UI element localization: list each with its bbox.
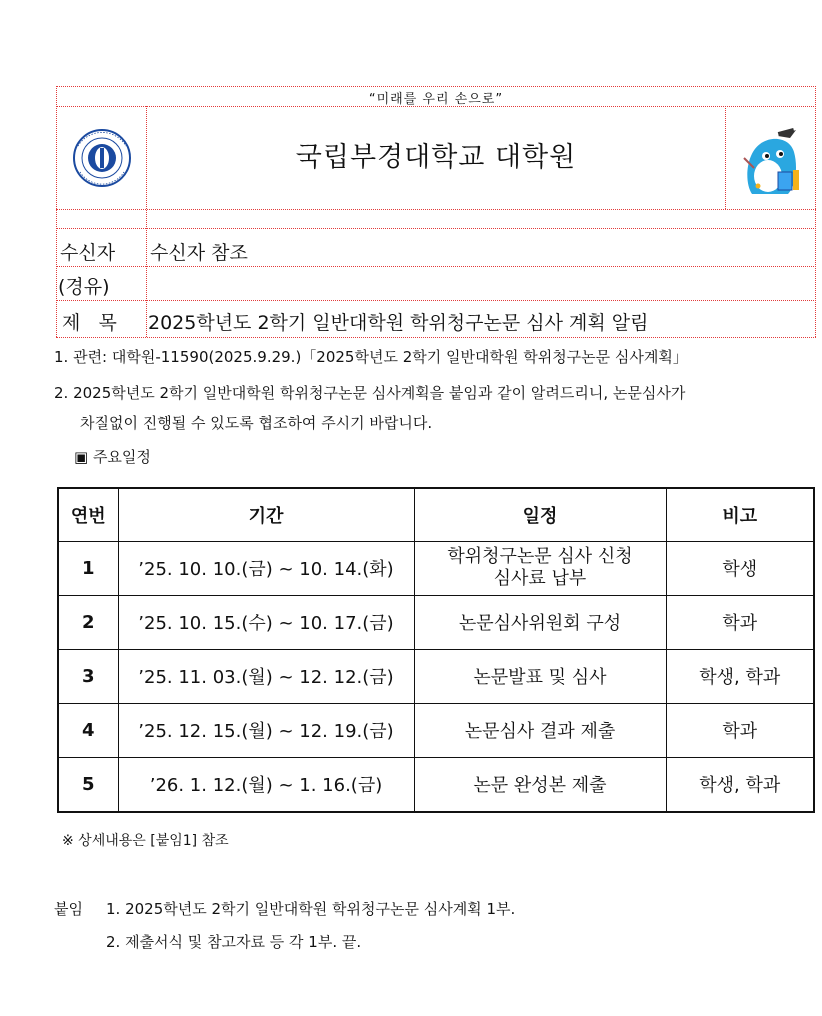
guide-line [56,86,57,337]
related-reference: 1. 관련: 대학원-11590(2025.9.29.)「2025학년도 2학기 일반대학원 학위청구논문 심사계획」 [54,348,688,366]
guide-line [56,228,816,229]
document-title: 국립부경대학교 대학원 [295,142,577,173]
column-header: 기간 [118,488,414,542]
row-number: 3 [58,649,118,703]
row-note: 학생, 학과 [666,649,814,703]
row-task: 논문심사위원회 구성 [414,595,666,649]
row-number: 4 [58,703,118,757]
recipient-label: 수신자 [60,242,116,264]
row-task [414,542,666,596]
table-row [58,757,814,812]
subject-value: 2025학년도 2학기 일반대학원 학위청구논문 심사 계획 알림 [148,312,649,334]
column-header: 연번 [58,488,118,542]
mascot-whale-image [738,124,808,198]
via-label: (경유) [58,276,110,298]
row-note: 학생 [666,542,814,596]
attachment-item-1: 1. 2025학년도 2학기 일반대학원 학위청구논문 심사계획 1부. [106,900,516,918]
table-row [58,649,814,703]
row-note: 학과 [666,703,814,757]
row-number: 1 [58,542,118,596]
row-task-line1: 학위청구논문 심사 신청 [447,545,633,567]
motto: “미래를 우리 손으로” [368,92,504,107]
guide-line [56,300,816,301]
row-period: ’25. 10. 10.(금) ~ 10. 14.(화) [118,542,414,596]
schedule-table [57,487,815,813]
row-period: ’25. 11. 03.(월) ~ 12. 12.(금) [118,649,414,703]
row-task: 논문발표 및 심사 [414,649,666,703]
row-period: ’25. 12. 15.(월) ~ 12. 19.(금) [118,703,414,757]
attachment-label: 붙임 [54,900,83,918]
column-header: 일정 [414,488,666,542]
detail-note: ※ 상세내용은 [붙임1] 참조 [62,833,229,849]
row-task: 논문 완성본 제출 [414,757,666,812]
university-seal-logo [62,128,142,188]
table-row [58,542,814,596]
guide-line [56,266,816,267]
guide-line [56,86,816,87]
row-period: ’26. 1. 12.(월) ~ 1. 16.(금) [118,757,414,812]
guide-line [56,337,816,338]
table-row [58,703,814,757]
row-task-line2: 심사료 납부 [493,568,587,590]
row-note: 학과 [666,595,814,649]
row-number: 2 [58,595,118,649]
column-header: 비고 [666,488,814,542]
notice-paragraph-line1: 2. 2025학년도 2학기 일반대학원 학위청구논문 심사계획을 붙임과 같이 알려드리니, 논문심사가 [54,384,686,402]
document-header [56,86,816,338]
guide-line [815,86,816,337]
row-note: 학생, 학과 [666,757,814,812]
attachment-item-2: 2. 제출서식 및 참고자료 등 각 1부. 끝. [106,933,362,951]
recipient-value: 수신자 참조 [150,242,248,264]
notice-paragraph-line2: 차질없이 진행될 수 있도록 협조하여 주시기 바랍니다. [80,414,433,432]
row-task: 논문심사 결과 제출 [414,703,666,757]
table-row [58,595,814,649]
table-header-row [58,488,814,542]
section-title: ▣ 주요일정 [74,448,151,466]
subject-label: 제 목 [62,312,117,334]
guide-line [56,209,816,210]
row-period: ’25. 10. 15.(수) ~ 10. 17.(금) [118,595,414,649]
row-number: 5 [58,757,118,812]
